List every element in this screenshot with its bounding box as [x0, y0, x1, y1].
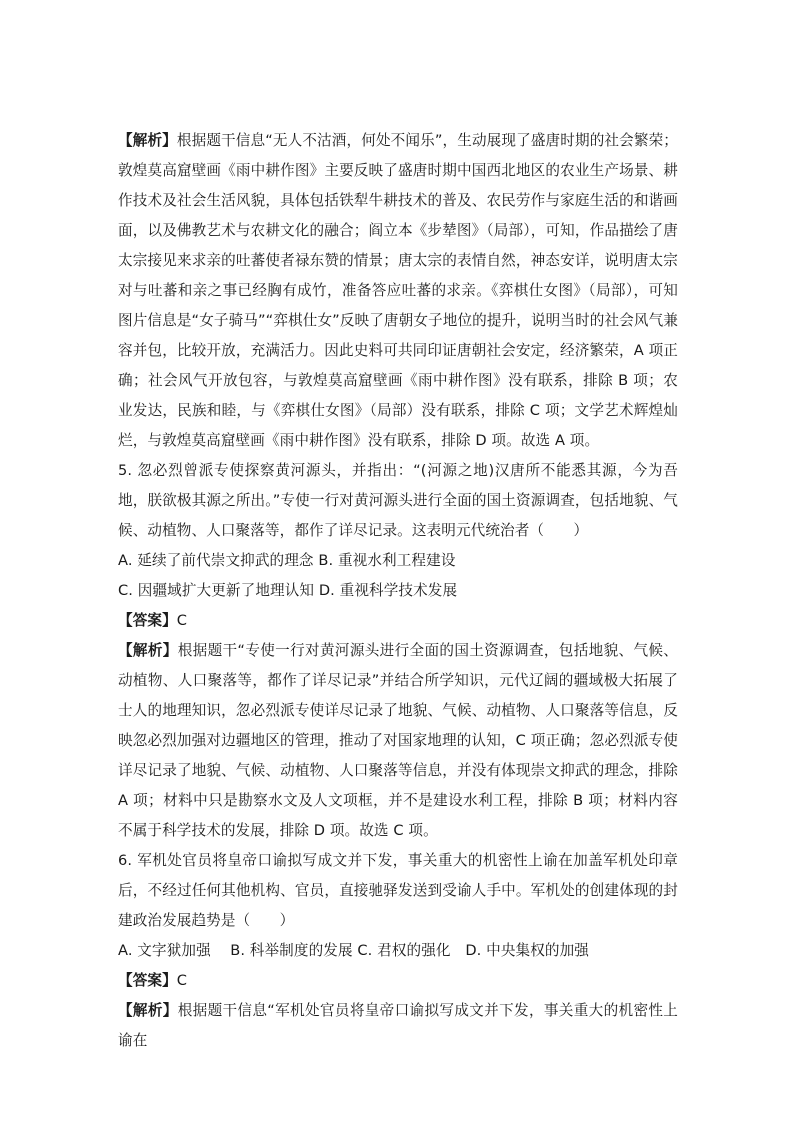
analysis-paragraph-q5: [118, 636, 678, 846]
question-5-stem: 5. 忽必烈曾派专使探察黄河源头，并指出：“(河源之地)汉唐所不能悉其源，今为吾地，朕欲极其源之所出。”专使一行对黄河源头进行全面的国土资源调查，包括地貌、气候、动植物、人口聚落等，都作了详尽记录。这表明元代统治者（ ）: [118, 462, 678, 539]
analysis-text: 根据题干“专使一行对黄河源头进行全面的国土资源调查，包括地貌、气候、动植物、人口聚落等，都作了详尽记录”并结合所学知识，元代辽阔的疆域极大拓展了士人的地理知识，忽必烈派专使详尽记录了地貌、气候、动植物、人口聚落等信息，反映忽必烈加强对边疆地区的管理，推动了对国家地理的认知，C 项正确；忽必烈派专使详尽记录了地貌、气候、动植物、人口聚落等信息，并没有体现崇文抑武的理念，排除 A 项；材料中只是勘察水文及人文项框，并不是建设水利工程，排除 B 项；材料内容不属于科学技术的发展，排除 D 项。故选 C 项。: [118, 642, 678, 839]
analysis-text: 根据题干信息“无人不沽酒，何处不闻乐”，生动展现了盛唐时期的社会繁荣；敦煌莫高窟壁画《雨中耕作图》主要反映了盛唐时期中国西北地区的农业生产场景、耕作技术及社会生活风貌，具体包括铁犁牛耕技术的普及、农民劳作与家庭生活的和谐画面，以及佛教艺术与农耕文化的融合；阎立本《步辇图》（局部），可知，作品描绘了唐太宗接见来求亲的吐蕃使者禄东赞的情景；唐太宗的表情自然，神态安详，说明唐太宗对与吐蕃和亲之事已经胸有成竹，准备答应吐蕃的求亲。《弈棋仕女图》（局部），可知图片信息是“女子骑马”“弈棋仕女”反映了唐朝女子地位的提升，说明当时的社会风气兼容并包，比较开放，充满活力。因此史料可共同印证唐朝社会安定，经济繁荣，A 项正确；社会风气开放包容，与敦煌莫高窟壁画《雨中耕作图》没有联系，排除 B 项；农业发达，民族和睦，与《弈棋仕女图》（局部）没有联系，排除 C 项；文学艺术辉煌灿烂，与敦煌莫高窟壁画《雨中耕作图》没有联系，排除 D 项。故选 A 项。: [118, 132, 679, 449]
question-6-stem: 6. 军机处官员将皇帝口谕拟写成文并下发，事关重大的机密性上谕在加盖军机处印章后，不经过任何其他机构、官员，直接驰驿发送到受谕人手中。军机处的创建体现的封建政治发展趋势是（ ）: [118, 852, 678, 929]
document-page: [118, 126, 678, 1056]
analysis-paragraph-q6: [118, 996, 678, 1056]
question-5-options-cd: C. 因疆域扩大更新了地理认知 D. 重视科学技术发展: [118, 582, 458, 599]
analysis-tag: 【解析】: [118, 642, 178, 659]
answer-tag: 【答案】: [118, 972, 177, 989]
analysis-tag: 【解析】: [118, 1002, 178, 1019]
answer-q5: [118, 606, 678, 636]
question-6-options: A. 文字狱加强 B. 科举制度的发展 C. 君权的强化 D. 中央集权的加强: [118, 942, 589, 959]
answer-q6: [118, 966, 678, 996]
answer-tag: 【答案】: [118, 612, 177, 629]
answer-value: C: [176, 972, 188, 989]
analysis-text: 根据题干信息“军机处官员将皇帝口谕拟写成文并下发，事关重大的机密性上谕在: [118, 1002, 678, 1049]
question-5-options-ab: A. 延续了前代崇文抑武的理念 B. 重视水利工程建设: [118, 552, 456, 569]
answer-value: C: [176, 612, 188, 629]
analysis-paragraph-q4: [118, 126, 678, 456]
analysis-tag: 【解析】: [118, 132, 177, 149]
